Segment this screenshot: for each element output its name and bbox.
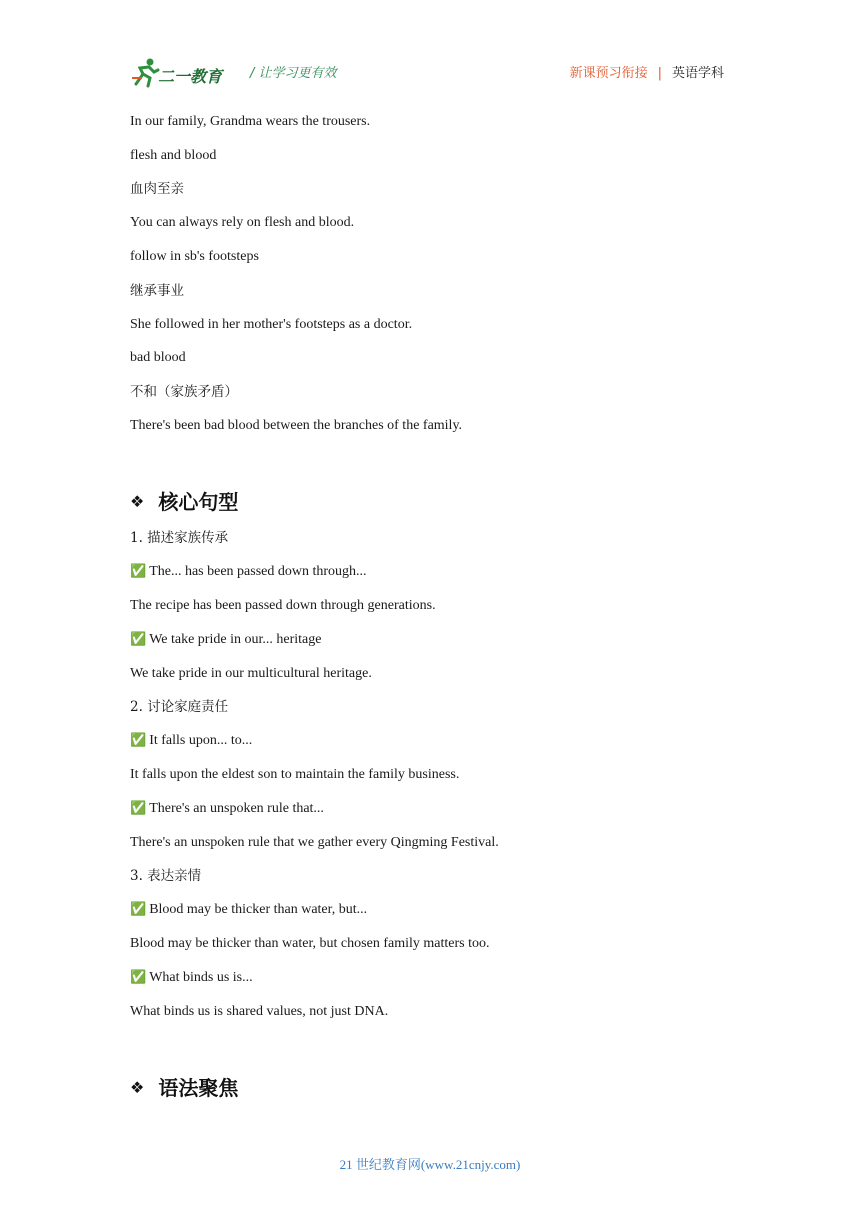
pattern-text: What binds us is...	[149, 970, 253, 985]
text-line: follow in sb's footsteps	[130, 249, 259, 264]
text-line: 继承事业	[130, 283, 184, 299]
diamond-bullet-icon: ❖	[130, 492, 145, 511]
pattern-text: It falls upon... to...	[149, 733, 253, 748]
header-separator: |	[657, 66, 662, 81]
pattern-line	[130, 800, 324, 818]
example-line: There's an unspoken rule that we gather every Qingming Festival.	[130, 835, 499, 850]
logo-text: 二一教育	[158, 67, 223, 86]
check-icon: ✅	[130, 733, 147, 748]
pattern-text: Blood may be thicker than water, but...	[149, 902, 368, 917]
runner-logo-icon	[130, 56, 160, 88]
pattern-line	[130, 563, 367, 581]
check-icon: ✅	[130, 564, 147, 579]
pattern-line	[130, 631, 321, 649]
text-line: She followed in her mother's footsteps as a doctor.	[130, 317, 413, 332]
pattern-text: We take pride in our... heritage	[149, 632, 322, 647]
page-footer[interactable]: 21 世纪教育网(www.21cnjy.com)	[339, 1157, 521, 1172]
check-icon: ✅	[130, 902, 147, 917]
course-label: 新课预习衔接	[569, 66, 648, 81]
header-right	[570, 62, 724, 81]
example-line: We take pride in our multicultural heritage.	[130, 666, 372, 681]
pattern-text: There's an unspoken rule that...	[149, 801, 324, 816]
text-line: flesh and blood	[130, 148, 217, 163]
subsection-title: 2. 讨论家庭责任	[130, 699, 229, 715]
subject-label: 英语学科	[671, 66, 724, 81]
logo	[130, 56, 238, 88]
example-line: Blood may be thicker than water, but chosen family matters too.	[130, 936, 490, 951]
example-line: The recipe has been passed down through generations.	[130, 598, 436, 613]
section-title: 核心句型	[158, 490, 239, 514]
section-title: 语法聚焦	[158, 1076, 239, 1100]
diamond-bullet-icon: ❖	[130, 1078, 145, 1097]
text-line: 血肉至亲	[130, 181, 184, 197]
page-header	[130, 56, 724, 90]
check-icon: ✅	[130, 632, 147, 647]
check-icon: ✅	[130, 970, 147, 985]
section-heading	[130, 486, 238, 515]
pattern-line	[130, 901, 367, 919]
text-line: bad blood	[130, 350, 186, 365]
text-line: There's been bad blood between the branches of the family.	[130, 418, 463, 433]
check-icon: ✅	[130, 801, 147, 816]
example-line: What binds us is shared values, not just DNA.	[130, 1004, 389, 1019]
subsection-title: 3. 表达亲情	[130, 868, 202, 884]
slogan: / 让学习更有效	[250, 66, 337, 81]
subsection-title: 1. 描述家族传承	[130, 530, 229, 546]
text-line: You can always rely on flesh and blood.	[130, 215, 355, 230]
text-line: 不和（家族矛盾）	[130, 384, 238, 400]
pattern-line	[130, 732, 252, 750]
text-line: In our family, Grandma wears the trousers.	[130, 114, 371, 129]
pattern-text: The... has been passed down through...	[149, 564, 367, 579]
section-heading	[130, 1072, 238, 1101]
example-line: It falls upon the eldest son to maintain the family business.	[130, 767, 460, 782]
pattern-line	[130, 969, 253, 987]
